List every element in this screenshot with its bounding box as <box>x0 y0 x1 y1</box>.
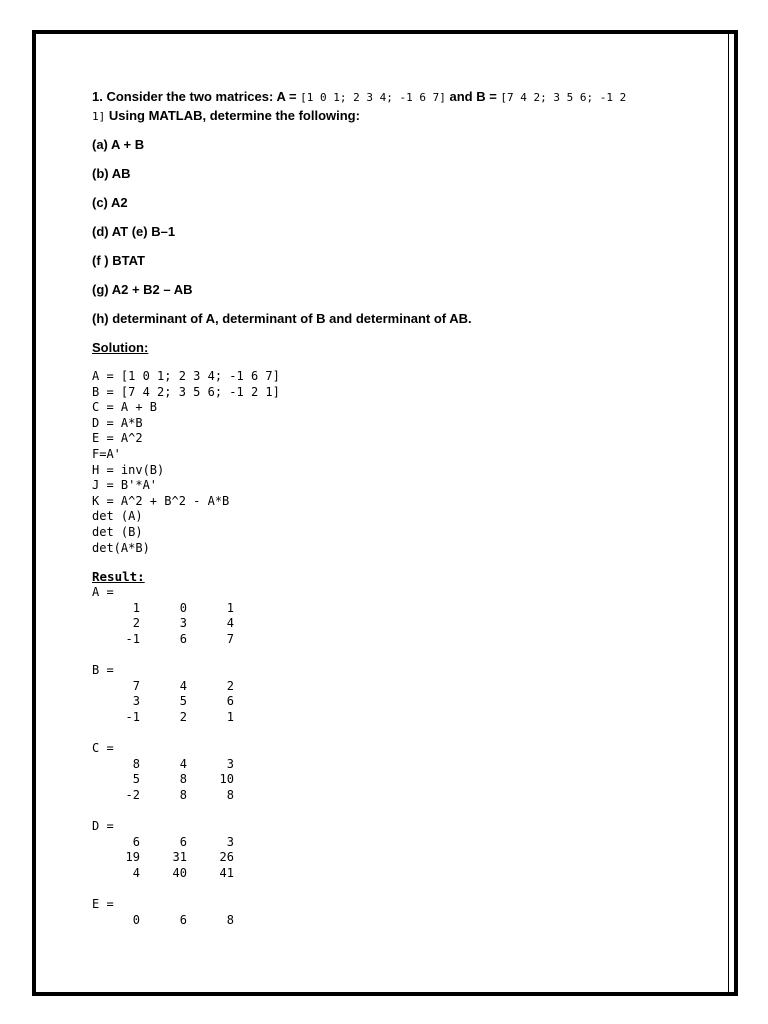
question-part: (d) AT (e) B–1 <box>92 224 176 239</box>
matrix-row <box>92 788 682 804</box>
matrix-cell: 10 <box>219 772 234 787</box>
result-matrix <box>92 663 682 725</box>
matrix-cell: 4 <box>226 616 234 631</box>
matrix-cell: 41 <box>219 865 234 880</box>
matrix-cell: 0 <box>132 912 140 927</box>
question-part: (c) A2 <box>92 195 128 210</box>
result-matrix <box>92 819 682 881</box>
matrix-cell: 8 <box>179 787 187 802</box>
question-and: and B = <box>445 89 501 104</box>
matrix-cell: 0 <box>179 600 187 615</box>
matrix-cell: 7 <box>132 678 140 693</box>
result-matrix <box>92 585 682 647</box>
solution-heading: Solution: <box>92 340 149 355</box>
matrix-cell: 8 <box>226 787 234 802</box>
matrix-cell: 2 <box>179 709 187 724</box>
matrix-cell: 1 <box>226 709 234 724</box>
matrix-row <box>92 601 682 617</box>
matrix-cell: -1 <box>125 709 140 724</box>
matrix-row <box>92 772 682 788</box>
matrix-label: E = <box>92 897 114 911</box>
matrix-cell: 3 <box>179 616 187 631</box>
matrix-cell: 5 <box>132 772 140 787</box>
matrix-label: C = <box>92 741 114 756</box>
matrix-cell: 3 <box>132 694 140 709</box>
matrix-cell: 8 <box>179 772 187 787</box>
matrix-cell: 40 <box>172 865 187 880</box>
question-part: (a) A + B <box>92 137 145 152</box>
question-part: (f ) BTAT <box>92 253 145 268</box>
code-line: K = A^2 + B^2 - A*B <box>92 493 230 508</box>
matrix-row <box>92 632 682 648</box>
matrix-row <box>92 757 682 773</box>
matrix-row <box>92 694 682 710</box>
code-line: J = B'*A' <box>92 478 158 493</box>
matrix-cell: 2 <box>226 678 234 693</box>
result-matrix <box>92 897 682 928</box>
matrix-cell: 19 <box>125 850 140 865</box>
code-line: D = A*B <box>92 415 143 430</box>
matrix-cell: 3 <box>226 756 234 771</box>
question-matrix-a: [1 0 1; 2 3 4; -1 6 7] <box>300 91 446 104</box>
matrix-cell: 7 <box>226 631 234 646</box>
matrix-cell: 6 <box>179 834 187 849</box>
matrix-cell: 8 <box>132 756 140 771</box>
code-line: F=A' <box>92 446 121 461</box>
matrix-cell: 8 <box>226 912 234 927</box>
code-line: A = [1 0 1; 2 3 4; -1 6 7] <box>92 369 280 383</box>
question-text <box>92 88 682 126</box>
matrix-cell: 1 <box>132 600 140 615</box>
matrix-cell: 26 <box>219 850 234 865</box>
matrix-cell: 6 <box>132 834 140 849</box>
matrix-cell: 4 <box>132 865 140 880</box>
matrix-row <box>92 616 682 632</box>
question-part: (b) AB <box>92 166 131 181</box>
matrix-row <box>92 710 682 726</box>
matrix-label: D = <box>92 819 114 834</box>
matrix-cell: 1 <box>226 600 234 615</box>
question-part: (g) A2 + B2 – AB <box>92 282 193 297</box>
question-matrix-b-part1: [7 4 2; 3 5 6; -1 2 <box>500 91 627 104</box>
matrix-row <box>92 913 682 929</box>
matrix-cell: 4 <box>179 678 187 693</box>
page-border-inner-line <box>728 34 729 992</box>
question-parts <box>92 136 682 328</box>
matrix-cell: 31 <box>172 850 187 865</box>
result-matrix <box>92 741 682 803</box>
code-line: det(A*B) <box>92 540 150 555</box>
matrix-row <box>92 866 682 882</box>
matrix-cell: 2 <box>132 616 140 631</box>
matrix-cell: 6 <box>179 631 187 646</box>
matrix-cell: 3 <box>226 834 234 849</box>
code-line: det (A) <box>92 509 143 524</box>
matrix-row <box>92 850 682 866</box>
question-matrix-b-part2: 1] <box>92 110 106 123</box>
matrix-row <box>92 835 682 851</box>
question-part: (h) determinant of A, determinant of B and determinant of AB. <box>92 311 472 326</box>
result-output <box>92 585 682 928</box>
code-line: C = A + B <box>92 400 158 415</box>
code-line: H = inv(B) <box>92 462 165 477</box>
matrix-cell: 6 <box>179 912 187 927</box>
matrix-row <box>92 679 682 695</box>
code-line: B = [7 4 2; 3 5 6; -1 2 1] <box>92 384 280 399</box>
matlab-code <box>92 369 682 556</box>
question-tail: Using MATLAB, determine the following: <box>105 108 360 123</box>
matrix-cell: 4 <box>179 756 187 771</box>
document-content <box>92 88 682 928</box>
result-heading: Result: <box>92 569 145 585</box>
code-line: E = A^2 <box>92 431 143 446</box>
matrix-cell: 5 <box>179 694 187 709</box>
matrix-cell: 6 <box>226 694 234 709</box>
question-intro: 1. Consider the two matrices: A = <box>92 89 301 104</box>
matrix-cell: -2 <box>125 787 140 802</box>
code-line: det (B) <box>92 524 143 539</box>
matrix-label: B = <box>92 663 114 678</box>
matrix-label: A = <box>92 585 114 600</box>
matrix-cell: -1 <box>125 631 140 646</box>
